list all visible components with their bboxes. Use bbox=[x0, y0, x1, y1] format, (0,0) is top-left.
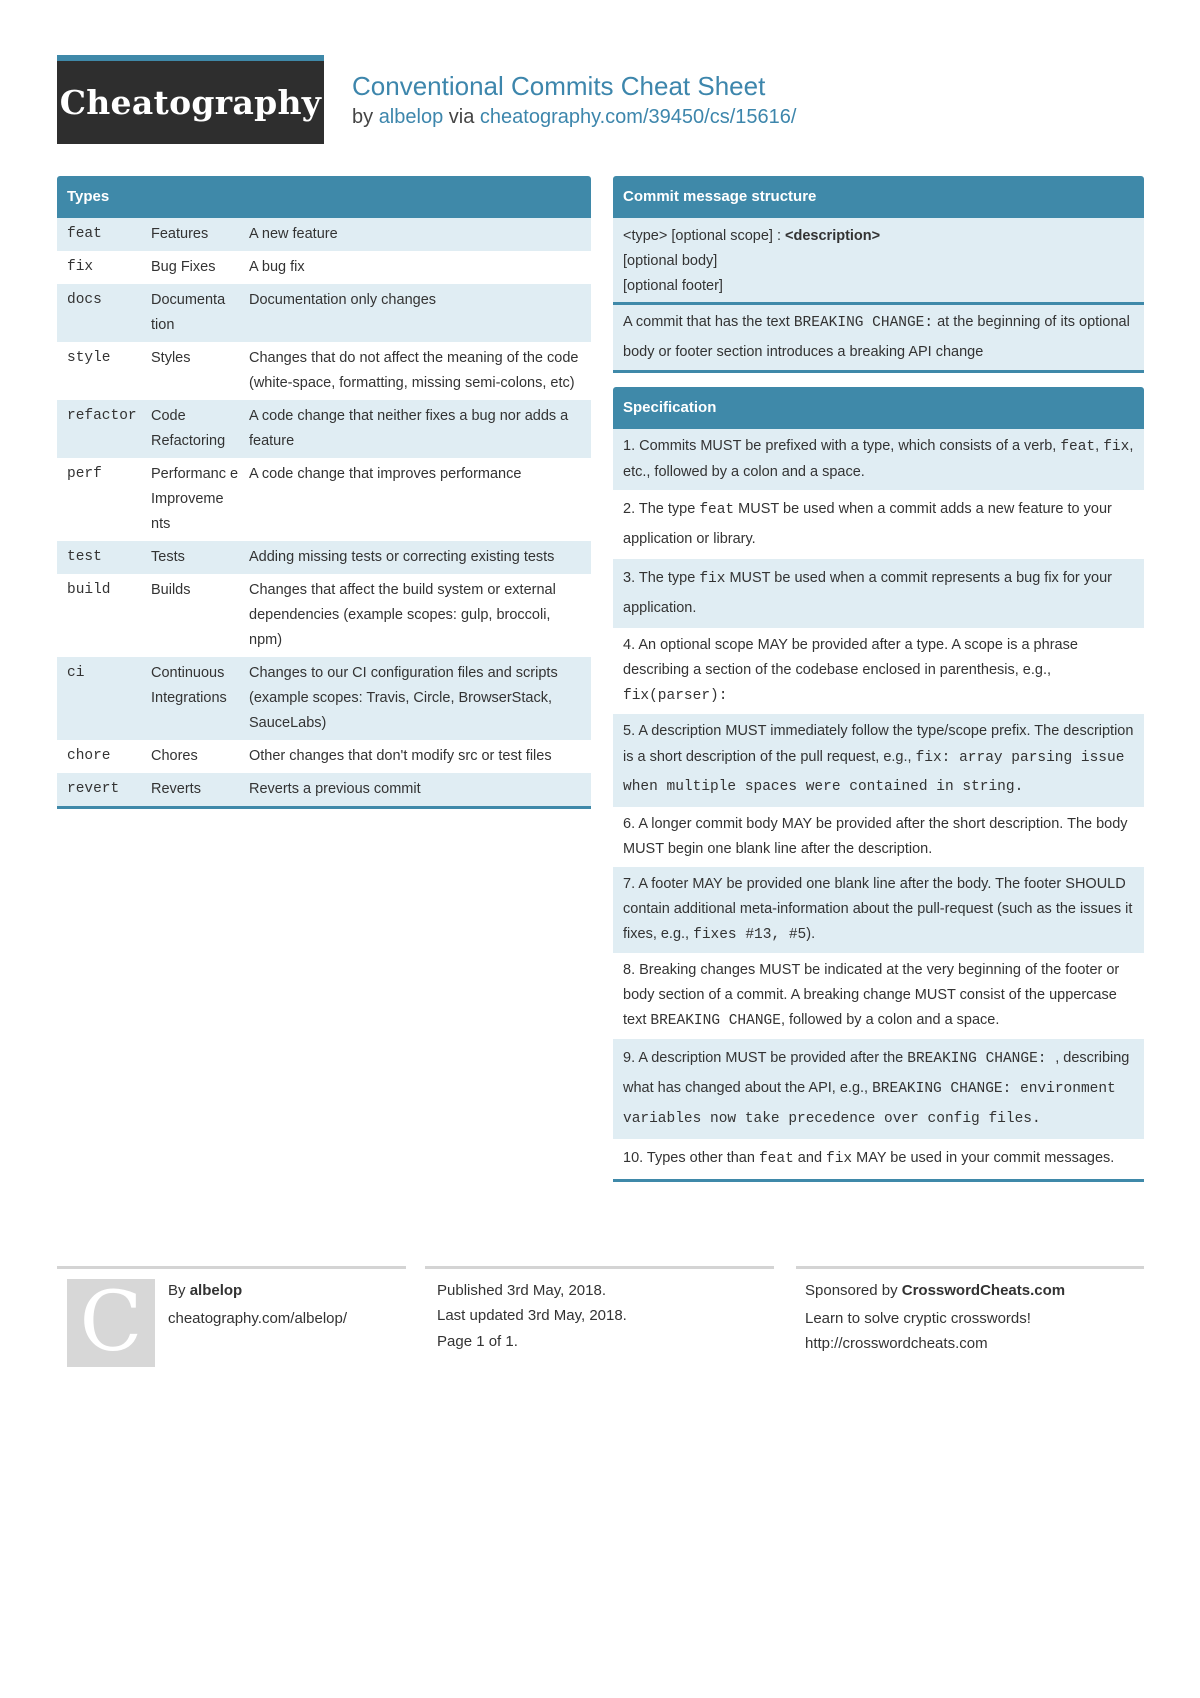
footer-author-column bbox=[57, 1266, 406, 1269]
spec-code: fix(parser): bbox=[623, 688, 728, 704]
type-description: Adding missing tests or correcting existing tests bbox=[249, 549, 555, 565]
table-row bbox=[57, 284, 591, 342]
type-code: refactor bbox=[67, 408, 137, 424]
type-name: Continuous Integrations bbox=[151, 665, 227, 706]
breaking-change-note bbox=[613, 305, 1144, 370]
spec-code: feat bbox=[1060, 439, 1096, 455]
types-table bbox=[57, 218, 591, 806]
table-row bbox=[57, 218, 591, 251]
table-row bbox=[57, 400, 591, 458]
type-name: Features bbox=[151, 226, 209, 242]
spec-text: 4. An optional scope MAY be provided after a type. A scope is a phrase describing a section of the codebase enclosed in parenthesis, e.g., bbox=[623, 637, 1078, 678]
type-code: chore bbox=[67, 748, 111, 764]
footer-dates-column bbox=[425, 1266, 774, 1269]
type-code: revert bbox=[67, 781, 120, 797]
sponsor-name[interactable]: CrosswordCheats.com bbox=[901, 1282, 1066, 1299]
page-number: Page 1 of 1. bbox=[437, 1333, 518, 1350]
note-code: BREAKING CHANGE: bbox=[793, 315, 934, 331]
table-row bbox=[57, 342, 591, 400]
spec-item bbox=[613, 559, 1144, 628]
by-label: by bbox=[352, 106, 374, 128]
structure-line-2: [optional body] bbox=[623, 253, 718, 269]
table-row bbox=[57, 541, 591, 574]
type-description: Documentation only changes bbox=[249, 292, 437, 308]
avatar-letter: C bbox=[79, 1275, 143, 1370]
commit-structure-heading: Commit message structure bbox=[613, 176, 1144, 218]
spec-text: 2. The type bbox=[623, 501, 700, 517]
table-row bbox=[57, 458, 591, 541]
table-row bbox=[57, 574, 591, 657]
types-heading: Types bbox=[57, 176, 591, 218]
logo-text: Cheatography bbox=[59, 83, 322, 122]
box-bottom-rule bbox=[613, 370, 1144, 373]
type-code: feat bbox=[67, 226, 102, 242]
type-description: Changes that do not affect the meaning of the code (white-space, formatting, missing semi-colons, etc) bbox=[249, 350, 579, 391]
note-text: A commit that has the text bbox=[623, 314, 794, 330]
spec-code: BREAKING CHANGE: environment variables now take precedence over config files. bbox=[623, 1081, 1116, 1127]
type-name: Bug Fixes bbox=[151, 259, 216, 275]
page-title: Conventional Commits Cheat Sheet bbox=[352, 71, 766, 101]
type-name: Code Refactoring bbox=[151, 408, 226, 449]
spec-text: ). bbox=[806, 926, 816, 942]
spec-code: feat bbox=[758, 1151, 794, 1167]
spec-text: MUST be used when a commit represents a bug fix for your application. bbox=[623, 570, 1112, 616]
spec-code: fix: array parsing issue when multiple spaces were contained in string. bbox=[623, 750, 1125, 795]
spec-text: 7. A footer MAY be provided one blank line after the body. The footer SHOULD contain additional meta-information about the pull-request (such as the issues it fixes, e.g., bbox=[623, 876, 1133, 942]
structure-line-3: [optional footer] bbox=[623, 278, 723, 294]
spec-text: , describing what has changed about the API, e.g., bbox=[623, 1050, 1130, 1096]
footer-author bbox=[168, 1278, 242, 1304]
box-bottom-rule bbox=[57, 806, 591, 809]
spec-item bbox=[613, 429, 1144, 490]
sponsor-tagline: Learn to solve cryptic crosswords! bbox=[805, 1310, 1031, 1327]
type-description: Changes that affect the build system or external dependencies (example scopes: gulp, broccoli, npm) bbox=[249, 582, 556, 648]
structure-line-1 bbox=[623, 224, 1134, 249]
spec-text: 10. Types other than bbox=[623, 1150, 759, 1166]
type-code: fix bbox=[67, 259, 94, 275]
type-code: test bbox=[67, 549, 102, 565]
commit-structure-section bbox=[613, 176, 1144, 373]
spec-code: fix bbox=[1103, 439, 1130, 455]
type-name: Tests bbox=[151, 549, 185, 565]
type-code: style bbox=[67, 350, 111, 366]
type-name: Styles bbox=[151, 350, 191, 366]
type-scope-text: <type> [optional scope] : bbox=[623, 228, 786, 244]
last-updated-date: Last updated 3rd May, 2018. bbox=[437, 1307, 627, 1324]
type-code: perf bbox=[67, 466, 102, 482]
spec-item bbox=[613, 628, 1144, 714]
footer-sponsor-column bbox=[796, 1266, 1144, 1269]
spec-item bbox=[613, 867, 1144, 953]
spec-code: BREAKING CHANGE: bbox=[907, 1051, 1056, 1067]
spec-text: 6. A longer commit body MAY be provided after the short description. The body MUST begin one blank line after the description. bbox=[623, 816, 1128, 857]
via-label: via bbox=[448, 106, 475, 128]
spec-text: , bbox=[1095, 438, 1104, 454]
type-name: Performanc e Improveme nts bbox=[151, 466, 239, 532]
type-code: build bbox=[67, 582, 111, 598]
spec-code: fix bbox=[699, 571, 726, 587]
type-description: Other changes that don't modify src or test files bbox=[249, 748, 552, 764]
spec-text: 1. Commits MUST be prefixed with a type, which consists of a verb, bbox=[623, 438, 1061, 454]
type-name: Reverts bbox=[151, 781, 201, 797]
spec-item bbox=[613, 1039, 1144, 1139]
type-description: A bug fix bbox=[249, 259, 305, 275]
sponsored-by-label: Sponsored by bbox=[805, 1282, 902, 1299]
spec-code: BREAKING CHANGE bbox=[650, 1013, 781, 1029]
type-description: Reverts a previous commit bbox=[249, 781, 421, 797]
spec-text: MUST be used when a commit adds a new feature to your application or library. bbox=[623, 501, 1112, 547]
spec-code: fixes #13, #5 bbox=[693, 927, 807, 943]
type-description: A code change that improves performance bbox=[249, 466, 522, 482]
table-row bbox=[57, 657, 591, 740]
type-name: Chores bbox=[151, 748, 198, 764]
table-row bbox=[57, 773, 591, 806]
sheet-url-link[interactable]: cheatography.com/39450/cs/15616/ bbox=[479, 106, 797, 128]
author-link[interactable]: albelop bbox=[378, 106, 444, 128]
published-date: Published 3rd May, 2018. bbox=[437, 1282, 606, 1299]
type-name: Documenta tion bbox=[151, 292, 226, 333]
description-placeholder: <description> bbox=[785, 228, 881, 244]
author-profile-link[interactable]: cheatography.com/albelop/ bbox=[168, 1310, 348, 1327]
types-section bbox=[57, 176, 591, 809]
cheatography-logo[interactable] bbox=[57, 55, 324, 144]
spec-text: 9. A description MUST be provided after the bbox=[623, 1050, 908, 1066]
type-description: Changes to our CI configuration files and scripts (example scopes: Travis, Circle, BrowserStack, SauceLabs) bbox=[249, 665, 558, 731]
type-code: docs bbox=[67, 292, 102, 308]
author-name[interactable]: albelop bbox=[189, 1282, 243, 1299]
table-row bbox=[57, 251, 591, 284]
spec-code: fix bbox=[826, 1151, 853, 1167]
type-description: A code change that neither fixes a bug nor adds a feature bbox=[249, 408, 569, 449]
spec-text: 5. A description MUST immediately follow the type/scope prefix. The description is a short description of the pull request, e.g., bbox=[623, 723, 1134, 765]
spec-text: and bbox=[793, 1150, 827, 1166]
spec-item bbox=[613, 953, 1144, 1039]
type-description: A new feature bbox=[249, 226, 338, 242]
sponsor-url-link[interactable]: http://crosswordcheats.com bbox=[805, 1335, 988, 1352]
box-bottom-rule bbox=[613, 1179, 1144, 1182]
specification-section bbox=[613, 387, 1144, 1182]
table-row bbox=[57, 740, 591, 773]
spec-item bbox=[613, 807, 1144, 867]
by-label: By bbox=[168, 1282, 190, 1299]
spec-item bbox=[613, 714, 1144, 807]
spec-code: feat bbox=[699, 502, 735, 518]
type-code: ci bbox=[67, 665, 85, 681]
author-avatar[interactable] bbox=[67, 1275, 155, 1370]
specification-heading: Specification bbox=[613, 387, 1144, 429]
spec-item bbox=[613, 490, 1144, 559]
sponsor-line bbox=[805, 1278, 1065, 1304]
byline bbox=[352, 106, 796, 129]
structure-template bbox=[613, 218, 1144, 302]
spec-text: 3. The type bbox=[623, 570, 700, 586]
spec-text: , followed by a colon and a space. bbox=[780, 1012, 1000, 1028]
spec-text: 8. Breaking changes MUST be indicated at the very beginning of the footer or body section of a commit. A breaking change MUST consist of the uppercase text bbox=[623, 962, 1120, 1028]
spec-text: , etc., followed by a colon and a space. bbox=[623, 438, 1134, 480]
type-name: Builds bbox=[151, 582, 191, 598]
spec-text: MAY be used in your commit messages. bbox=[852, 1150, 1115, 1166]
note-text: at the beginning of its optional body or footer section introduces a breaking API change bbox=[623, 314, 1130, 360]
spec-item bbox=[613, 1139, 1144, 1179]
